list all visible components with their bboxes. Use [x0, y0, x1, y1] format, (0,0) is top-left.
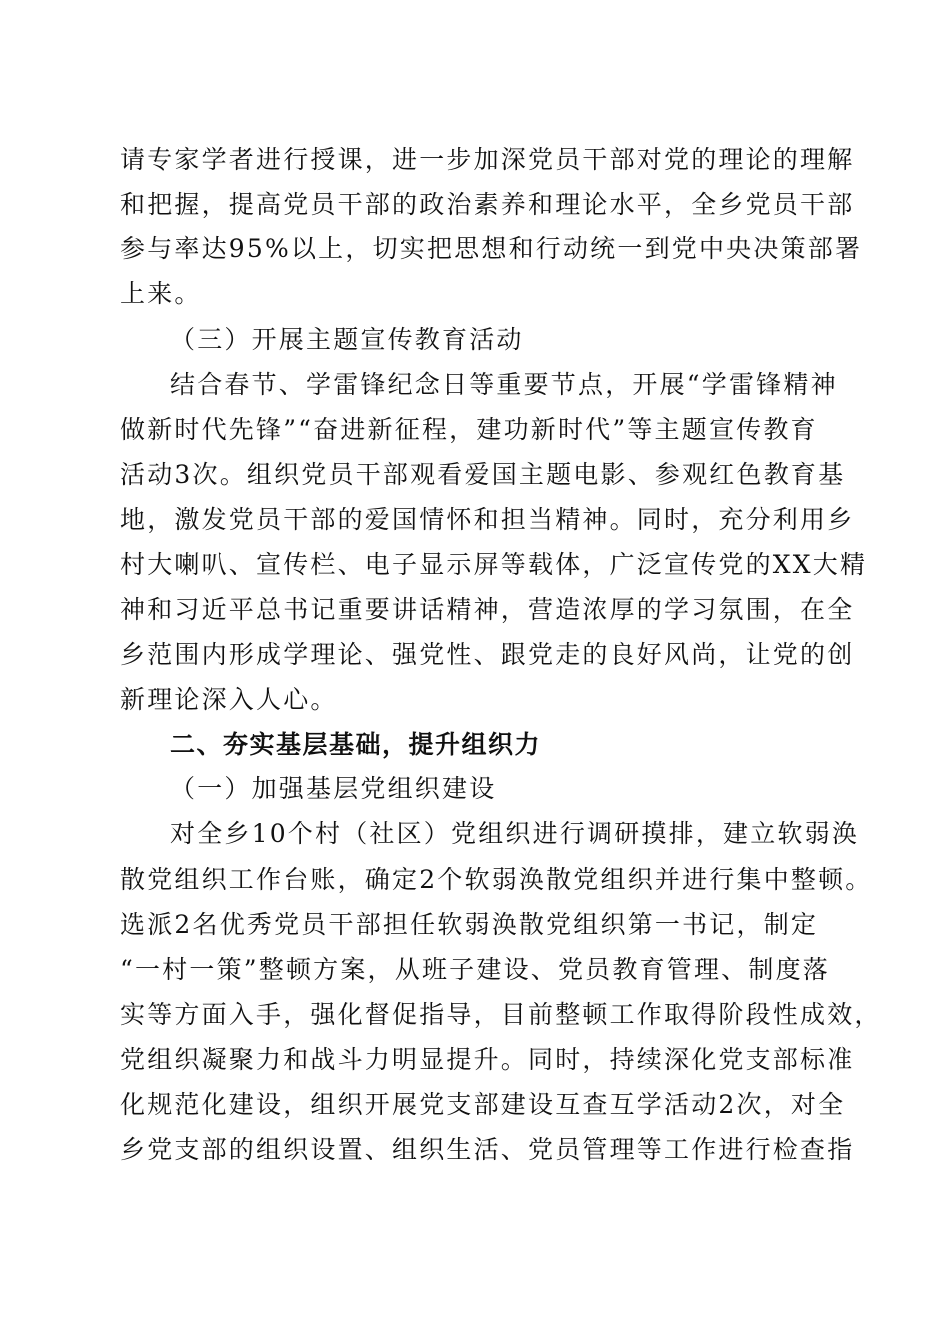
paragraph-line: 选派2名优秀党员干部担任软弱涣散党组织第一书记，制定: [120, 910, 819, 939]
paragraph-line: “一村一策”整顿方案，从班子建设、党员教育管理、制度落: [120, 955, 830, 984]
paragraph-line: 村大喇叭、宣传栏、电子显示屏等载体，广泛宣传党的XX大精: [120, 550, 868, 579]
paragraph-line: 请专家学者进行授课，进一步加深党员干部对党的理论的理解: [120, 145, 855, 174]
subheading-1: （一）加强基层党组织建设: [170, 774, 497, 803]
paragraph-line: 乡范围内形成学理论、强党性、跟党走的良好风尚，让党的创: [120, 640, 855, 669]
paragraph-line: 党组织凝聚力和战斗力明显提升。同时，持续深化党支部标准: [120, 1045, 855, 1074]
paragraph-line: 和把握，提高党员干部的政治素养和理论水平，全乡党员干部: [120, 190, 855, 219]
paragraph-line: 乡党支部的组织设置、组织生活、党员管理等工作进行检查指: [120, 1135, 855, 1164]
paragraph-line: 化规范化建设，组织开展党支部建设互查互学活动2次，对全: [120, 1090, 846, 1119]
paragraph-line: 对全乡10个村（社区）党组织进行调研摸排，建立软弱涣: [170, 819, 860, 848]
paragraph-line: 散党组织工作台账，确定2个软弱涣散党组织并进行集中整顿。: [120, 865, 873, 894]
subheading-3: （三）开展主题宣传教育活动: [170, 325, 524, 354]
paragraph-line: 神和习近平总书记重要讲话精神，营造浓厚的学习氛围，在全: [120, 595, 855, 624]
section-heading-2: 二、夯实基层基础，提升组织力: [170, 730, 542, 759]
paragraph-line: 新理论深入人心。: [120, 685, 338, 714]
paragraph-line: 结合春节、学雷锋纪念日等重要节点，开展“学雷锋精神: [170, 370, 838, 399]
paragraph-line: 做新时代先锋”“奋进新征程，建功新时代”等主题宣传教育: [120, 415, 818, 444]
paragraph-line: 活动3次。组织党员干部观看爱国主题电影、参观红色教育基: [120, 460, 846, 489]
paragraph-line: 上来。: [120, 279, 202, 308]
paragraph-line: 实等方面入手，强化督促指导，目前整顿工作取得阶段性成效，: [120, 1000, 882, 1029]
paragraph-line: 参与率达95%以上，切实把思想和行动统一到党中央决策部署: [120, 234, 863, 263]
paragraph-line: 地，激发党员干部的爱国情怀和担当精神。同时，充分利用乡: [120, 505, 855, 534]
